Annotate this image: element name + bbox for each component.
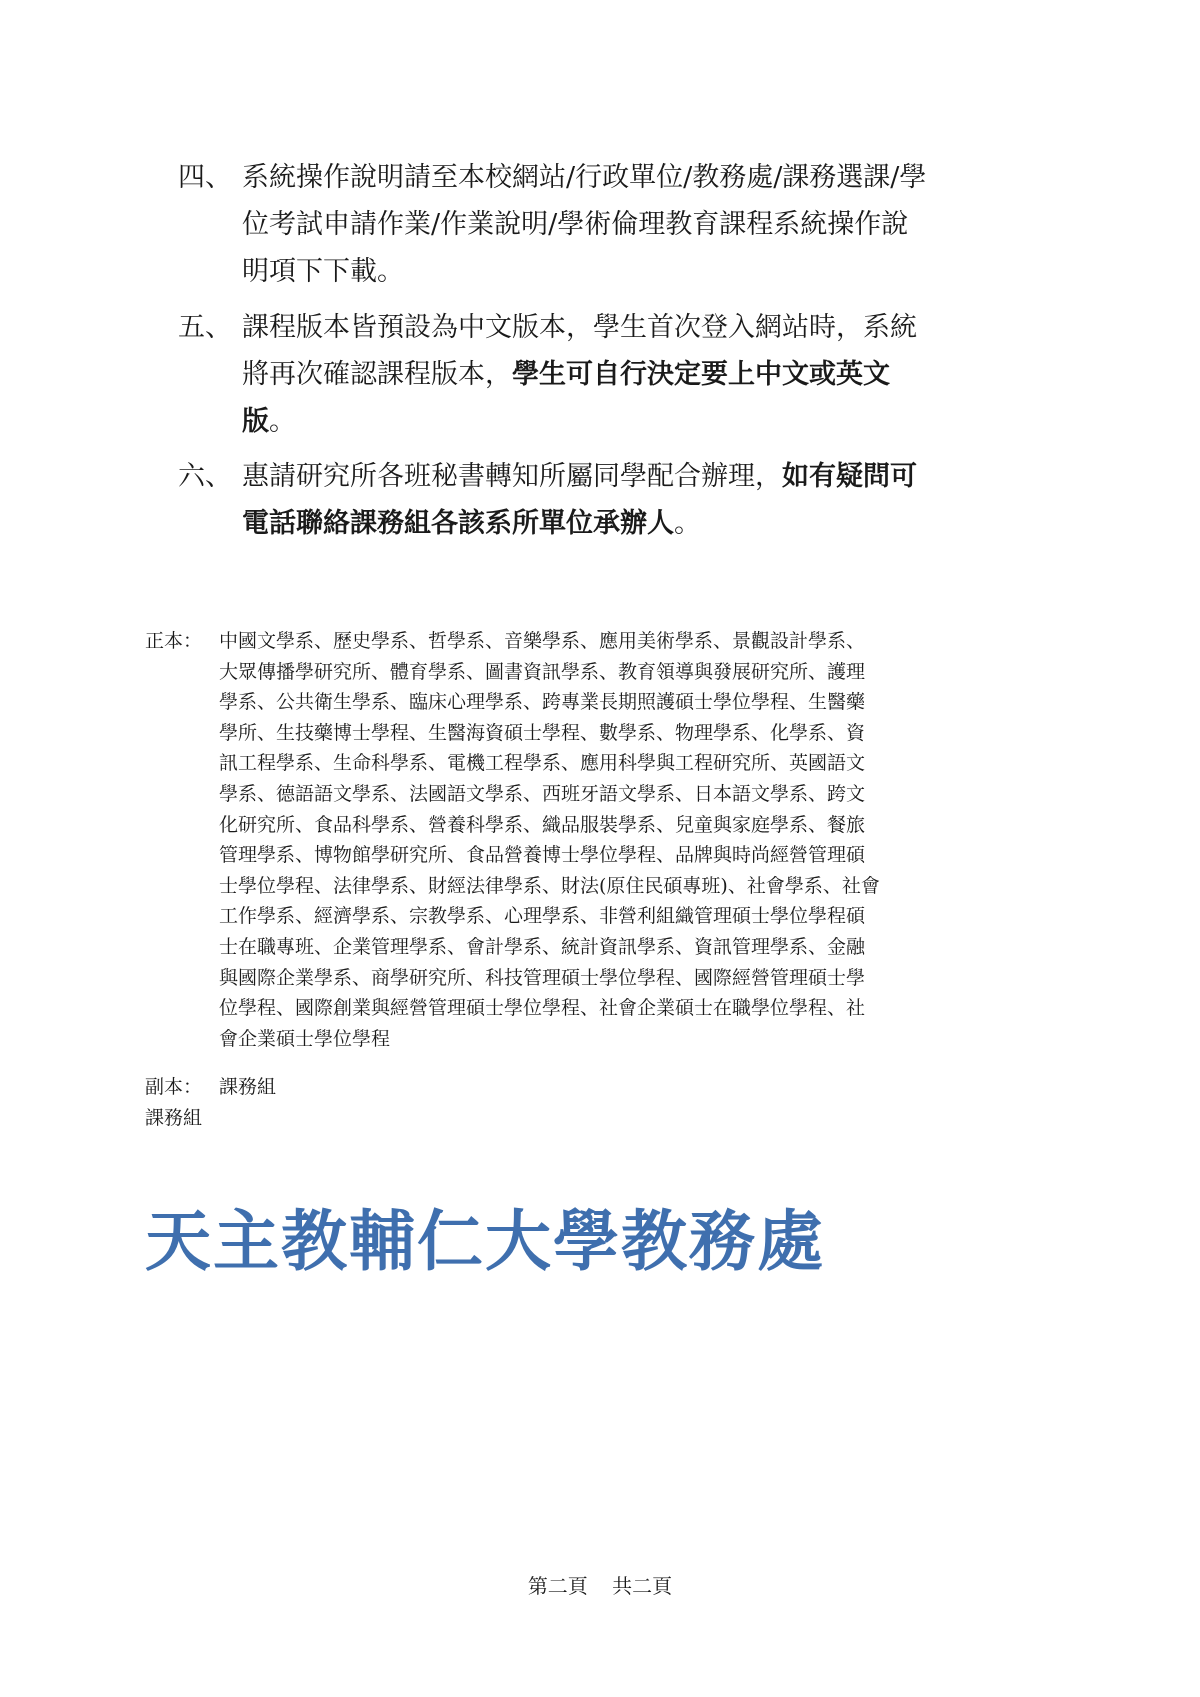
item-four	[178, 154, 1058, 295]
item-body	[242, 453, 1058, 547]
recipient-line: 位學程、國際創業與經營管理碩士學位學程、社會企業碩士在職學位學程、社	[219, 997, 866, 1020]
item-line: 系統操作說明請至本校網站/行政單位/教務處/課務選課/學	[242, 162, 927, 193]
recipient-line: 與國際企業學系、商學研究所、科技管理碩士學位學程、國際經營管理碩士學	[219, 966, 866, 989]
office-seal-stamp: 天主教輔仁大學教務處	[145, 1203, 825, 1280]
main-recipients-label: 正本：	[145, 630, 203, 652]
copy-recipients	[145, 1072, 1065, 1103]
recipient-line: 學所、生技藥博士學程、生醫海資碩士學程、數學系、物理學系、化學系、資	[219, 721, 866, 744]
item-number: 四、	[178, 162, 232, 193]
item-number: 五、	[178, 312, 232, 343]
item-number: 六、	[178, 461, 232, 492]
main-recipients	[145, 626, 1065, 1054]
item-line	[242, 398, 1058, 445]
item-line-text: 。	[269, 406, 296, 437]
recipient-line: 學系、德語語文學系、法國語文學系、西班牙語文學系、日本語文學系、跨文	[219, 782, 866, 805]
recipient-line: 士在職專班、企業管理學系、會計學系、統計資訊學系、資訊管理學系、金融	[219, 935, 866, 958]
item-line	[242, 351, 1058, 398]
recipient-line: 管理學系、博物館學研究所、食品營養博士學位學程、品牌與時尚經營管理碩	[219, 844, 866, 867]
copy-recipient: 課務組	[219, 1076, 277, 1098]
item-line-text: 惠請研究所各班秘書轉知所屬同學配合辦理，	[242, 461, 782, 492]
copy-recipients-label: 副本：	[145, 1076, 203, 1098]
item-line: 位考試申請作業/作業說明/學術倫理教育課程系統操作說	[242, 209, 909, 240]
item-line	[242, 500, 1058, 547]
item-body	[242, 154, 1058, 295]
recipient-line: 訊工程學系、生命科學系、電機工程學系、應用科學與工程研究所、英國語文	[219, 752, 866, 775]
recipient-line: 中國文學系、歷史學系、哲學系、音樂學系、應用美術學系、景觀設計學系、	[219, 630, 866, 652]
issuing-unit: 課務組	[145, 1107, 203, 1129]
recipient-line: 工作學系、經濟學系、宗教學系、心理學系、非營利組織管理碩士學位學程碩	[219, 905, 866, 928]
item-line-text: 將再次確認課程版本，	[242, 359, 512, 390]
item-line	[242, 453, 1058, 500]
item-line: 明項下下載。	[242, 256, 404, 287]
recipient-line: 學系、公共衛生學系、臨床心理學系、跨專業長期照護碩士學位學程、生醫藥	[219, 691, 866, 714]
item-line-emphasis: 如有疑問可	[782, 461, 917, 492]
copy-recipients-list	[219, 1072, 1065, 1103]
recipient-line: 化研究所、食品科學系、營養科學系、織品服裝學系、兒童與家庭學系、餐旅	[219, 813, 866, 836]
item-line-emphasis: 學生可自行決定要上中文或英文	[512, 359, 890, 390]
item-body	[242, 304, 1058, 445]
item-line-text: 。	[674, 508, 701, 539]
recipient-line: 大眾傳播學研究所、體育學系、圖書資訊學系、教育領導與發展研究所、護理	[219, 660, 866, 683]
item-six	[178, 453, 1058, 547]
item-line: 課程版本皆預設為中文版本，學生首次登入網站時，系統	[242, 312, 917, 343]
main-recipients-list	[219, 626, 1065, 1054]
recipient-line: 會企業碩士學位學程	[219, 1027, 391, 1050]
item-five	[178, 304, 1058, 445]
page-number: 第二頁 共二頁	[527, 1574, 673, 1598]
item-line-emphasis: 電話聯絡課務組各該系所單位承辦人	[242, 508, 674, 539]
recipient-line: 士學位學程、法律學系、財經法律學系、財法(原住民碩專班)、社會學系、社會	[219, 874, 880, 897]
item-line-emphasis: 版	[242, 406, 269, 437]
